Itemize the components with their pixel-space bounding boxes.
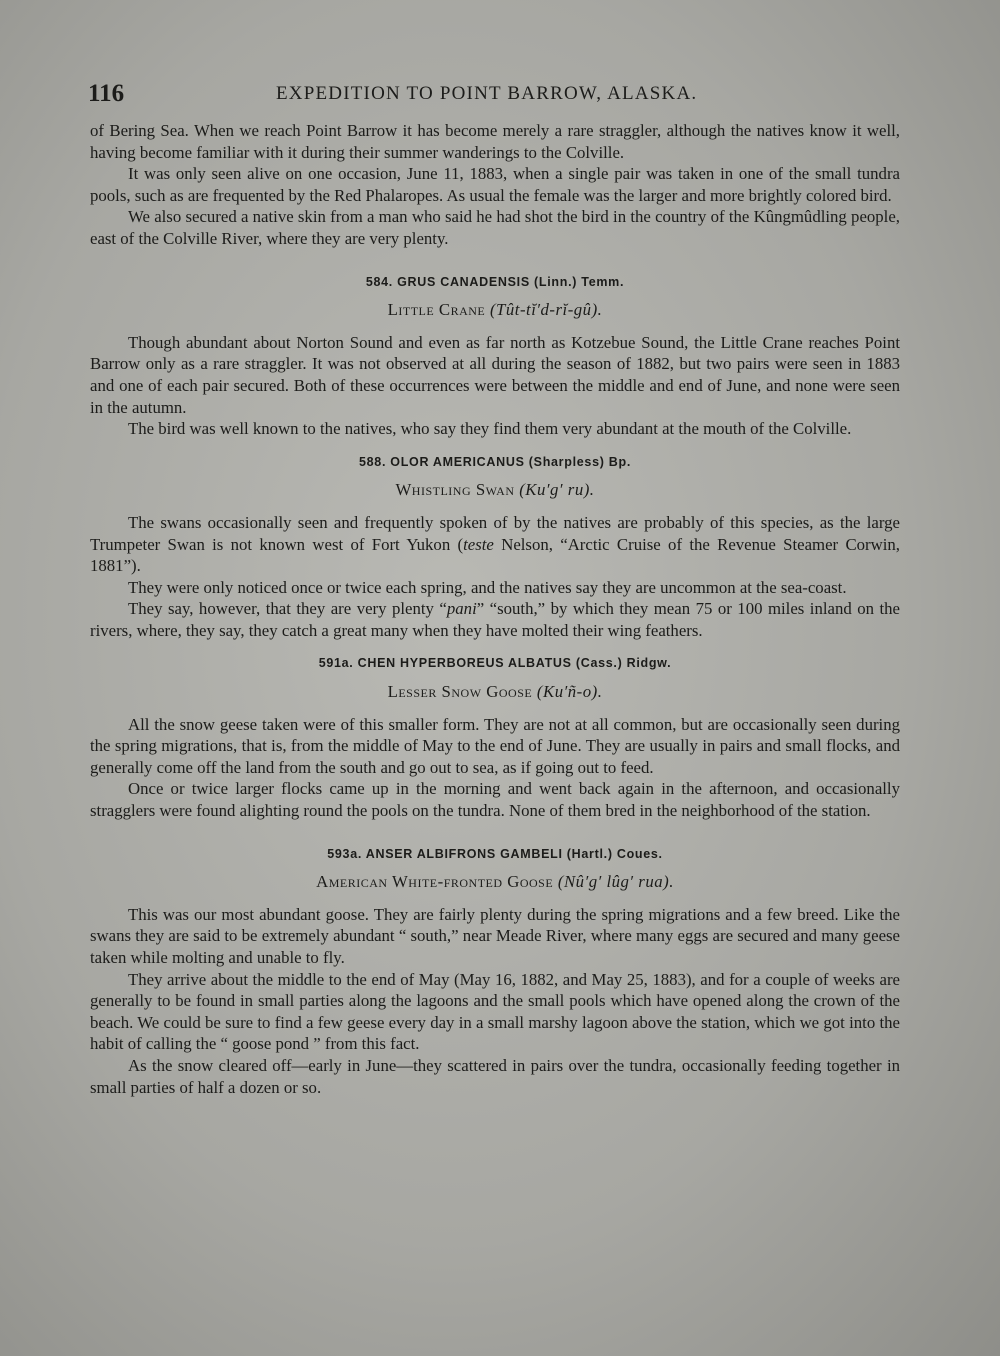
running-head: EXPEDITION TO POINT BARROW, ALASKA. bbox=[276, 83, 698, 104]
common-name-label: American White-fronted Goose bbox=[316, 872, 554, 892]
species-heading-591a: 591a. CHEN HYPERBOREUS ALBATUS (Cass.) Ridgw. bbox=[318, 656, 672, 671]
section-584-paragraph-1: Though abundant about Norton Sound and even as far north as Kotzebue Sound, the Little Crane reaches Point Barrow only as a rare straggler. It was not observed at all during the season of 1882, but two pairs were seen in 1883 and one of each pair secured. Both of these occurrences were between the middle and end of June, and none were seen in the autumn. bbox=[90, 332, 900, 417]
text-run: The swans occasionally seen and frequently spoken of by the natives are probably of this species, as the large Trumpeter Swan is not known west of Fort Yukon ( bbox=[90, 512, 900, 554]
native-name: (Ku′ñ-o). bbox=[536, 682, 603, 702]
section-588-paragraph-2: They were only noticed once or twice each spring, and the natives say they are uncommon at the sea-coast. bbox=[128, 577, 847, 597]
text-run: ” “south,” by which they mean 75 or 100 miles inland on the rivers, where, they say, they catch a great many when they have molted their wing feathers. bbox=[90, 599, 900, 640]
section-588-paragraph-3 bbox=[90, 598, 900, 641]
common-name-593a bbox=[90, 871, 900, 893]
native-name: (Tût-tĭ′d-rĭ-gû). bbox=[489, 300, 603, 320]
text-run: Nelson, “Arctic Cruise of the Revenue Steamer Corwin, 1881”). bbox=[90, 534, 900, 576]
intro-paragraph-2: It was only seen alive on one occasion, June 11, 1883, when a single pair was taken in one of the small tundra pools, such as are frequented by the Red Phalaropes. As usual the female was the larger and more brightly colored bird. bbox=[90, 164, 900, 205]
italic-run: teste bbox=[463, 534, 494, 554]
page-number: 116 bbox=[88, 80, 125, 107]
intro-paragraph-3: We also secured a native skin from a man who said he had shot the bird in the country of the Kûngmûdling people, east of the Colville River, where they are very plenty. bbox=[90, 207, 900, 248]
section-591a-paragraph-1: All the snow geese taken were of this smaller form. They are not at all common, but are occasionally seen during the spring migrations, that is, from the middle of May to the end of June. They are usually in pairs and small flocks, and generally come off the land from the south and go out to sea, as if going out to feed. bbox=[90, 714, 900, 777]
page-header bbox=[88, 78, 908, 112]
species-heading-593a: 593a. ANSER ALBIFRONS GAMBELI (Hartl.) Coues. bbox=[327, 846, 663, 861]
intro-paragraph-1: of Bering Sea. When we reach Point Barrow it has become merely a rare straggler, although the natives know it well, having become familiar with it during their summer wanderings to the Colville. bbox=[90, 121, 900, 162]
section-593a-paragraph-3: As the snow cleared off—early in June—they scattered in pairs over the tundra, occasionally feeding together in small parties of half a dozen or so. bbox=[90, 1055, 900, 1097]
italic-run: pani bbox=[446, 599, 477, 619]
section-591a-paragraph-2: Once or twice larger flocks came up in the morning and went back again in the afternoon, and occasionally stragglers were found alighting round the pools on the tundra. None of them bred in the neighborhood of the station. bbox=[90, 779, 900, 821]
page-body bbox=[90, 120, 900, 1098]
native-name: (Ku′g′ ru). bbox=[519, 480, 595, 500]
common-name-label: Whistling Swan bbox=[395, 480, 515, 500]
section-593a-paragraph-1: This was our most abundant goose. They are fairly plenty during the spring migrations and a few breed. Like the swans they are said to be extremely abundant “ south,” near Meade River, where many eggs are secured and many geese taken while molting and unable to fly. bbox=[90, 904, 900, 967]
section-593a-paragraph-2: They arrive about the middle to the end of May (May 16, 1882, and May 25, 1883), and for a couple of weeks are generally to be found in small parties along the lagoons and the small pools which have opened along the crown of the beach. We could be sure to find a few geese every day in a small marshy lagoon above the station, which we got into the habit of calling the “ goose pond ” from this fact. bbox=[90, 969, 900, 1054]
native-name: (Nû′g′ lûg′ rua). bbox=[557, 872, 674, 892]
common-name-588 bbox=[90, 479, 900, 501]
species-heading-584: 584. GRUS CANADENSIS (Linn.) Temm. bbox=[365, 274, 625, 289]
common-name-591a bbox=[90, 681, 900, 703]
species-heading-588: 588. OLOR AMERICANUS (Sharpless) Bp. bbox=[358, 454, 631, 469]
section-588-paragraph-1 bbox=[90, 512, 900, 577]
text-run: They say, however, that they are very plenty “ bbox=[128, 599, 447, 619]
common-name-584 bbox=[90, 299, 900, 321]
section-584-paragraph-2: The bird was well known to the natives, who say they find them very abundant at the mouth of the Colville. bbox=[128, 419, 852, 439]
common-name-label: Little Crane bbox=[387, 300, 486, 320]
common-name-label: Lesser Snow Goose bbox=[387, 682, 533, 702]
